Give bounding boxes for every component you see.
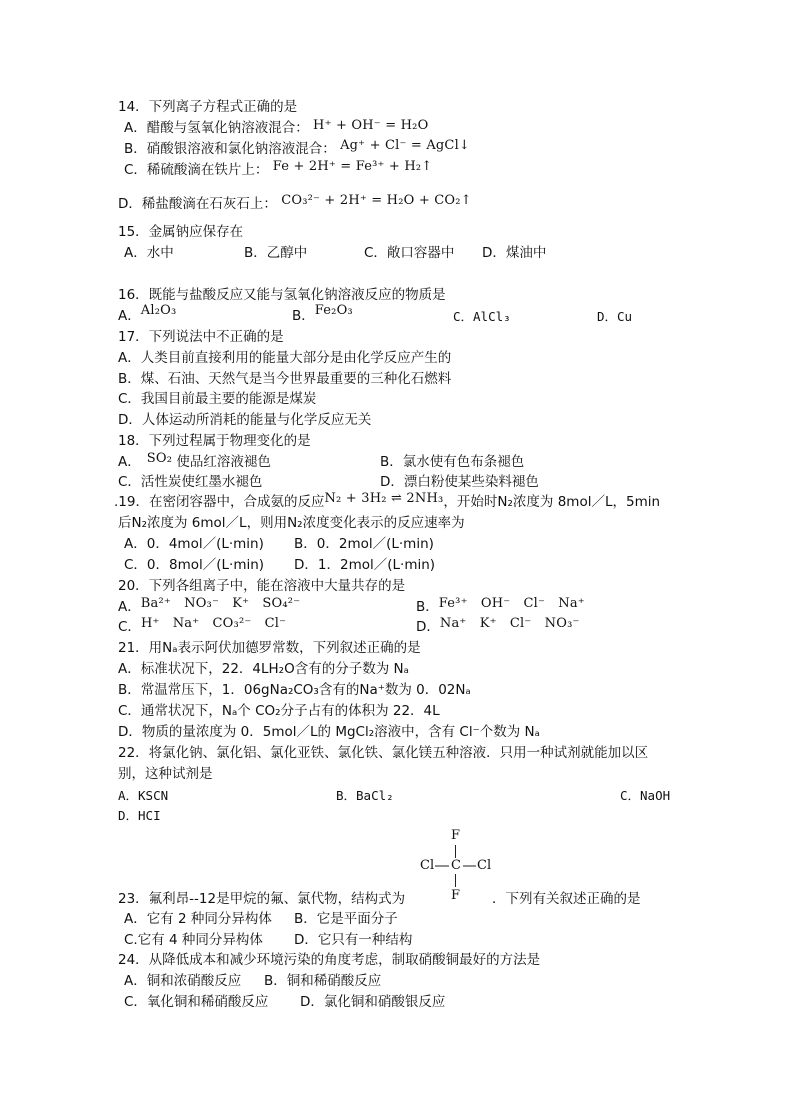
q20-option-a-ions: Ba²⁺ NO₃⁻ K⁺ SO₄²⁻: [140, 596, 301, 611]
q14-stem: 14．下列离子方程式正确的是: [118, 99, 298, 115]
q14-option-b: [124, 140, 470, 159]
q17-option-b: B．煤、石油、天然气是当今世界最重要的三种化石燃料: [118, 371, 452, 387]
q23-stem-part1: 23．氟利昂--12是甲烷的氟、氯代物，结构式为: [118, 891, 406, 907]
q23-option-b: B．它是平面分子: [294, 911, 398, 927]
q18-option-a-label: A．: [118, 454, 141, 470]
struct-bottom-atom: F: [451, 888, 461, 903]
q24-option-a: A．铜和浓硝酸反应: [124, 973, 242, 989]
q23-stem-part2: ．下列有关叙述正确的是: [492, 891, 641, 907]
q15-option-b: B．乙醇中: [244, 245, 308, 261]
q17-option-a: A．人类目前直接利用的能量大部分是由化学反应产生的: [118, 350, 452, 366]
q14-option-b-equation: Ag⁺ + Cl⁻ = AgCl↓: [340, 138, 471, 153]
q17-option-d: D．人体运动所消耗的能量与化学反应无关: [118, 412, 372, 428]
q21-option-b: B．常温常压下，1．06gNa₂CO₃含有的Na⁺数为 0．02Nₐ: [118, 682, 471, 698]
q23-option-c: C.它有 4 种同分异构体: [124, 932, 263, 948]
struct-top-atom: F: [451, 828, 461, 843]
q17-stem: 17．下列说法中不正确的是: [118, 329, 284, 345]
q20-option-b: [416, 598, 585, 617]
q22-option-c: C．NaOH: [620, 788, 671, 803]
q20-option-b-ions: Fe³⁺ OH⁻ Cl⁻ Na⁺: [438, 596, 585, 611]
q19-option-c: C．0．8mol／(L·min): [124, 557, 265, 573]
q22-option-a: A．KSCN: [118, 788, 169, 803]
struct-right-atom: Cl: [477, 858, 492, 873]
q19-stem-line1: [114, 493, 660, 512]
q14-option-d-text: D．稀盐酸滴在石灰石上：: [118, 196, 277, 212]
q19-reaction: N₂ + 3H₂ ⇌ 2NH₃: [324, 491, 444, 506]
q18-stem: 18．下列过程属于物理变化的是: [118, 433, 311, 449]
q20-option-d: [416, 618, 580, 637]
q14-option-c-equation: Fe + 2H⁺ = Fe³⁺ + H₂↑: [272, 159, 433, 174]
q18-option-a: [118, 453, 271, 472]
q20-option-d-label: D．: [416, 619, 440, 635]
q24-option-d: D．氯化铜和硝酸银反应: [300, 994, 446, 1010]
q14-option-b-text: B．硝酸银溶液和氯化钠溶液混合：: [124, 141, 336, 157]
q15-stem: 15．金属钠应保存在: [118, 224, 244, 240]
q15-option-d: D．煤油中: [482, 245, 547, 261]
q20-option-a: [118, 598, 300, 617]
q16-option-a-formula: Al₂O₃: [140, 303, 177, 318]
q16-option-b: [292, 303, 353, 326]
q18-option-c: C．活性炭使红墨水褪色: [118, 474, 263, 490]
q20-option-b-label: B．: [416, 599, 439, 615]
q19-stem-line2: 后N₂浓度为 6mol／L，则用N₂浓度变化表示的反应速率为: [118, 515, 465, 531]
q14-option-c-text: C．稀硫酸滴在铁片上：: [124, 162, 269, 178]
struct-center-atom: C: [451, 858, 461, 873]
q14-option-d-equation: CO₃²⁻ + 2H⁺ = H₂O + CO₂↑: [281, 193, 472, 208]
q24-option-b: B．铜和稀硝酸反应: [264, 973, 382, 989]
q20-stem: 20．下列各组离子中，能在溶液中大量共存的是: [118, 578, 406, 594]
q19-option-a: A．0．4mol／(L·min): [124, 536, 264, 552]
q14-option-c: [124, 161, 432, 180]
q20-option-c-label: C．: [118, 619, 141, 635]
q20-option-c: [118, 618, 286, 637]
q20-option-c-ions: H⁺ Na⁺ CO₃²⁻ Cl⁻: [140, 616, 287, 631]
q16-option-b-formula: Fe₂O₃: [314, 303, 353, 318]
q19-option-d: D．1．2mol／(L·min): [294, 557, 436, 573]
q16-option-a-label: A．: [118, 308, 141, 324]
q18-option-a-text: 使品红溶液褪色: [176, 454, 271, 470]
q15-option-c: C．敞口容器中: [364, 245, 455, 261]
q21-option-a: A．标准状况下，22．4LH₂O含有的分子数为 Nₐ: [118, 661, 409, 677]
q16-stem: 16．既能与盐酸反应又能与氢氧化钠溶液反应的物质是: [118, 287, 446, 303]
q20-option-a-label: A．: [118, 599, 141, 615]
q21-option-c: C．通常状况下，Nₐ个 CO₂分子占有的体积为 22．4L: [118, 703, 440, 719]
q19-stem-part1: .19．在密闭容器中，合成氨的反应: [114, 494, 325, 510]
q22-option-b: B．BaCl₂: [336, 788, 394, 803]
q16-option-b-label: B．: [292, 308, 315, 324]
q14-option-a: [124, 119, 428, 138]
struct-left-atom: Cl: [420, 858, 435, 873]
q22-option-d: D．HCI: [118, 808, 161, 823]
q16-option-d: D．Cu: [597, 309, 633, 324]
q21-option-d: D．物质的量浓度为 0．5mol／L的 MgCl₂溶液中，含有 Cl⁻个数为 Nₐ: [118, 724, 540, 740]
freon-structural-formula: [418, 828, 498, 908]
q14-option-d: [118, 195, 472, 214]
q22-stem-line2: 别，这种试剂是: [118, 766, 213, 782]
q16-option-a: [118, 303, 177, 326]
q18-option-b: B．氯水使有色布条褪色: [380, 454, 525, 470]
q23-option-a: A．它有 2 种同分异构体: [124, 911, 272, 927]
q18-option-a-formula: SO₂: [146, 451, 173, 466]
q23-option-d: D．它只有一种结构: [294, 932, 413, 948]
q17-option-c: C．我国目前最主要的能源是煤炭: [118, 391, 317, 407]
q24-stem: 24．从降低成本和减少环境污染的角度考虑，制取硝酸铜最好的方法是: [118, 952, 541, 968]
q21-stem: 21．用Nₐ表示阿伏加德罗常数，下列叙述正确的是: [118, 640, 421, 656]
q22-stem-line1: 22．将氯化钠、氯化铝、氯化亚铁、氯化铁、氯化镁五种溶液．只用一种试剂就能加以区: [118, 745, 649, 761]
q15-option-a: A．水中: [124, 245, 174, 261]
q19-option-b: B．0．2mol／(L·min): [294, 536, 434, 552]
q24-option-c: C．氧化铜和稀硝酸反应: [124, 994, 269, 1010]
q20-option-d-ions: Na⁺ K⁺ Cl⁻ NO₃⁻: [439, 616, 580, 631]
q16-option-c: C．AlCl₃: [453, 309, 511, 324]
q14-option-a-text: A．醋酸与氢氧化钠溶液混合：: [124, 120, 309, 136]
q19-stem-part2: ，开始时N₂浓度为 8mol／L，5min: [443, 494, 661, 510]
q14-option-a-equation: H⁺ + OH⁻ = H₂O: [313, 118, 429, 133]
q18-option-d: D．漂白粉使某些染料褪色: [380, 474, 539, 490]
